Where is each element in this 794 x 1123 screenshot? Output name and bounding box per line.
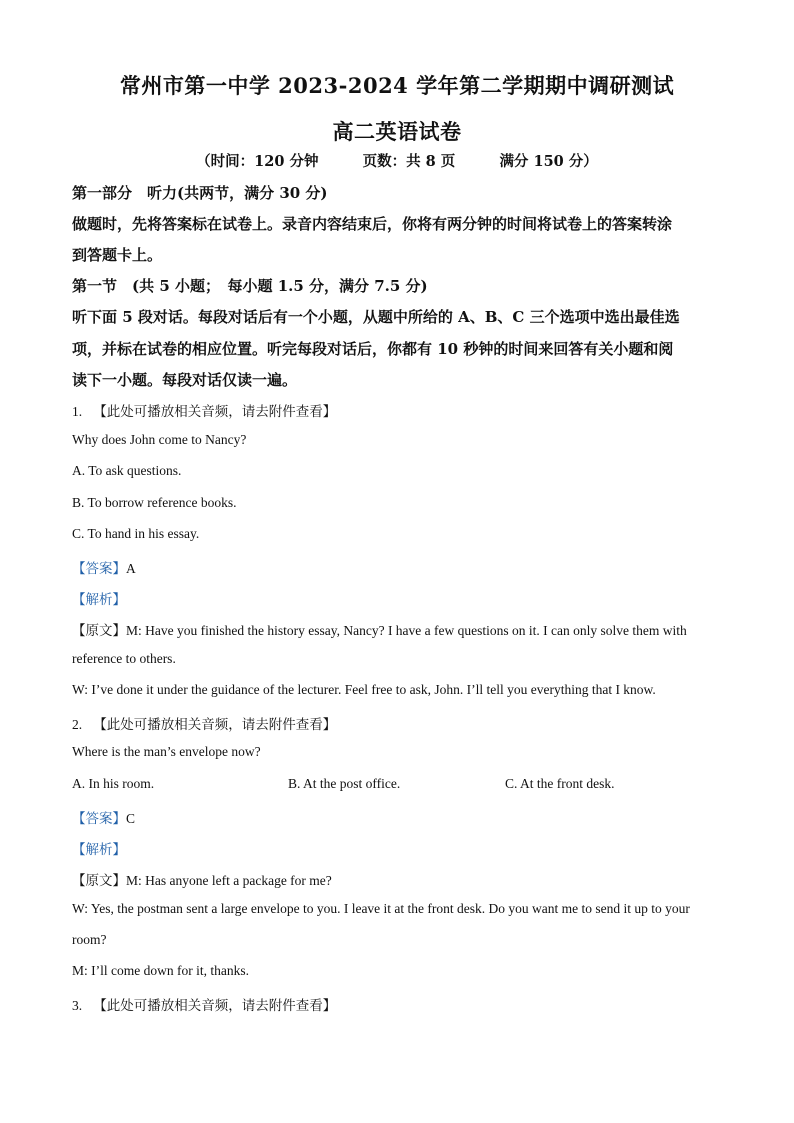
q2-question: Where is the man’s envelope now? xyxy=(72,744,261,759)
q3-audio-link[interactable]: 【此处可播放相关音频，请去附件查看】 xyxy=(93,998,337,1014)
q2-transcript-line: room? xyxy=(72,932,107,947)
q2-transcript-line: 【原文】M: Has anyone left a package for me? xyxy=(72,873,332,889)
page-title: 常州市第一中学 2023-2024 学年第二学期期中调研测试 xyxy=(119,73,675,98)
q2-number: 2. xyxy=(72,717,83,732)
exam-pages: 页数：共 8 页 xyxy=(362,153,456,170)
exam-score: 满分 150 分） xyxy=(499,153,598,170)
q1-transcript-line: 【原文】M: Have you finished the history essay, Nancy? I have a few questions on it. I can only solve them with xyxy=(72,623,687,639)
q2-analysis-label: 【解析】 xyxy=(72,842,126,858)
q2-option-c: C. At the front desk. xyxy=(505,776,615,791)
exam-meta xyxy=(0,150,794,171)
q2-transcript-line: M: I’ll come down for it, thanks. xyxy=(72,963,249,978)
q1-transcript-line: W: I’ve done it under the guidance of the lecturer. Feel free to ask, John. I’ll tell you everything that I know. xyxy=(72,682,656,697)
q2-option-b: B. At the post office. xyxy=(288,776,401,791)
answer-label: 【答案】 xyxy=(72,561,126,577)
q2-transcript-line: W: Yes, the postman sent a large envelope to you. I leave it at the front desk. Do you want me to send it up to your xyxy=(72,901,690,916)
q1-question: Why does John come to Nancy? xyxy=(72,432,247,447)
q1-option-a: A. To ask questions. xyxy=(72,463,182,478)
answer-value: C xyxy=(126,811,136,826)
part1-heading: 第一部分 听力(共两节，满分 30 分) xyxy=(72,184,328,202)
q1-number: 1. xyxy=(72,404,83,419)
answer-label: 【答案】 xyxy=(72,811,126,827)
section1-instruction-line: 听下面 5 段对话。每段对话后有一个小题，从题中所给的 A、B、C 三个选项中选出最佳选 xyxy=(72,308,680,326)
q2-option-a: A. In his room. xyxy=(72,776,155,791)
part1-instruction-line: 到答题卡上。 xyxy=(72,246,163,264)
q2-answer xyxy=(72,807,135,827)
q1-option-c: C. To hand in his essay. xyxy=(72,526,200,541)
q1-audio-line xyxy=(72,400,336,420)
q1-analysis-label: 【解析】 xyxy=(72,592,126,608)
exam-time: （时间：120 分钟 xyxy=(196,153,319,170)
q2-audio-link[interactable]: 【此处可播放相关音频，请去附件查看】 xyxy=(93,717,337,733)
q1-answer xyxy=(72,557,136,577)
q3-audio-line xyxy=(72,994,336,1014)
q1-option-b: B. To borrow reference books. xyxy=(72,495,237,510)
section1-instruction-line: 读下一小题。每段对话仅读一遍。 xyxy=(72,371,298,389)
q1-transcript-line: reference to others. xyxy=(72,651,176,666)
transcript-label: 【原文】 xyxy=(72,623,126,639)
page-subtitle: 高二英语试卷 xyxy=(332,119,462,144)
q3-number: 3. xyxy=(72,998,83,1013)
section1-heading: 第一节 (共 5 小题； 每小题 1.5 分，满分 7.5 分) xyxy=(72,277,428,295)
section1-instruction-line: 项，并标在试卷的相应位置。听完每段对话后，你都有 10 秒钟的时间来回答有关小题和阅 xyxy=(72,340,674,358)
part1-instruction-line: 做题时，先将答案标在试卷上。录音内容结束后，你将有两分钟的时间将试卷上的答案转涂 xyxy=(72,215,673,233)
answer-value: A xyxy=(126,561,136,576)
q1-audio-link[interactable]: 【此处可播放相关音频，请去附件查看】 xyxy=(93,404,337,420)
transcript-label: 【原文】 xyxy=(72,873,126,889)
q2-audio-line xyxy=(72,713,336,733)
